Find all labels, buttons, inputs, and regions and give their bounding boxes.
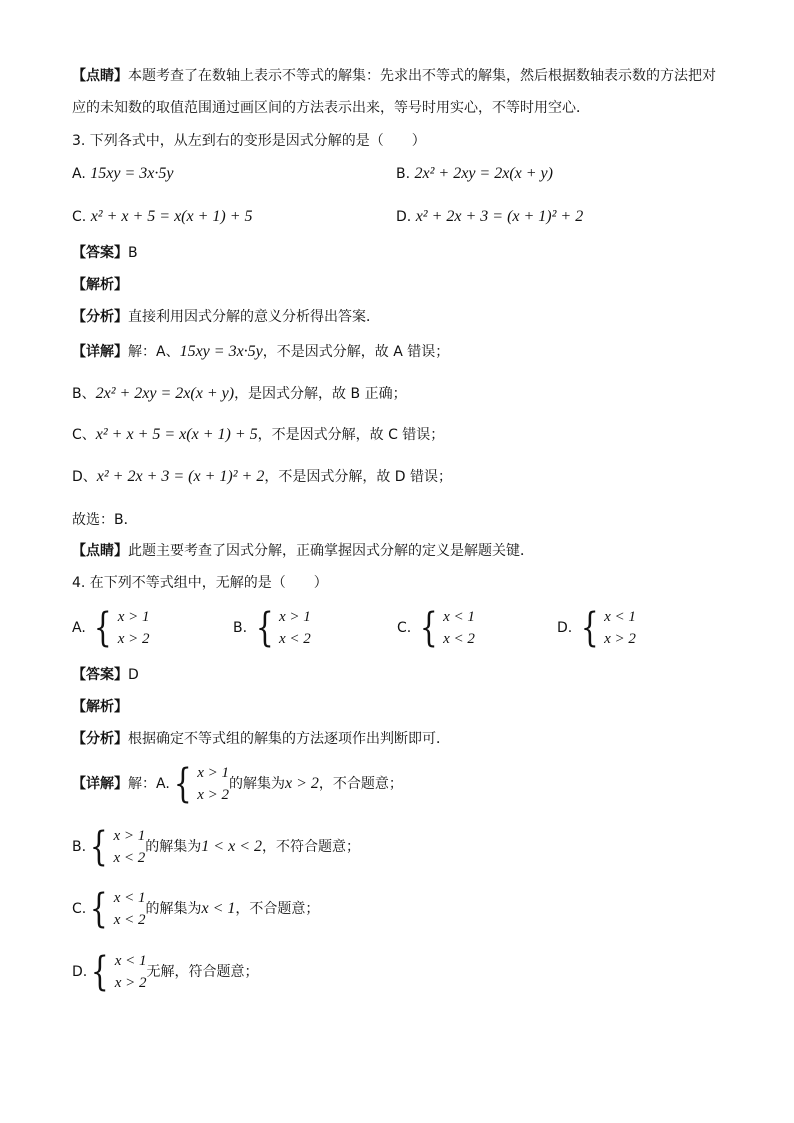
q3-detail-a (72, 342, 449, 362)
inequality-system: { x > 1 x > 2 (173, 761, 230, 807)
inequality-system: { x < 1 x > 2 (580, 605, 636, 651)
detail-prefix: D. (72, 964, 88, 980)
q3-detail-c (72, 425, 444, 445)
q3-detail-d (72, 467, 452, 487)
system-row: x > 1 (197, 765, 230, 781)
detail-prefix: 解：A、 (128, 344, 180, 360)
option-label: B. (396, 166, 411, 182)
q3-choose: 故选：B． (72, 512, 138, 528)
answer-value: D (128, 667, 139, 683)
system-row: x > 1 (113, 828, 146, 844)
detail-math: x < 1 (201, 900, 236, 917)
detail-suffix: ，不合题意； (235, 901, 320, 917)
system-row: x < 1 (113, 890, 146, 906)
option-label: C. (72, 209, 87, 225)
dianjing-text-2: 应的未知数的取值范围通过画区间的方法表示出来，等号时用实心，不等时用空心． (72, 100, 590, 116)
detail-suffix: ，是因式分解，故 B 正确； (234, 386, 407, 402)
dianjing-label: 【点睛】 (72, 68, 128, 84)
inequality-system: { x > 1 x > 2 (94, 605, 150, 651)
system-row: x < 2 (113, 850, 146, 866)
detail-math: 2x² + 2xy = 2x(x + y) (95, 385, 235, 402)
option-label: C. (397, 620, 412, 636)
fenxi-text: 直接利用因式分解的意义分析得出答案． (128, 309, 380, 325)
option-math: x² + 2x + 3 = (x + 1)² + 2 (415, 208, 584, 225)
detail-prefix: B、 (72, 386, 96, 402)
option-math: 15xy = 3x·5y (90, 165, 174, 182)
system-row: x > 1 (278, 609, 311, 625)
inequality-system: { x > 1 x < 2 (255, 605, 311, 651)
q4-answer (72, 665, 139, 685)
q4-analysis-label: 【解析】 (72, 699, 128, 715)
q4-detail-a (72, 762, 403, 806)
dianjing-text: 此题主要考查了因式分解，正确掌握因式分解的定义是解题关键． (128, 543, 534, 559)
detail-math: x² + 2x + 3 = (x + 1)² + 2 (96, 468, 265, 485)
q4-option-c (397, 606, 475, 650)
option-label: A. (72, 620, 86, 636)
inequality-system: { x < 1 x < 2 (90, 886, 146, 932)
dianjing-label: 【点睛】 (72, 543, 128, 559)
detail-label: 【详解】 (72, 344, 128, 360)
detail-prefix: C. (72, 901, 87, 917)
fenxi-label: 【分析】 (72, 731, 128, 747)
detail-math: 15xy = 3x·5y (179, 343, 263, 360)
option-label: D. (557, 620, 573, 636)
dianjing-text-1: 本题考查了在数轴上表示不等式的解集：先求出不等式的解集，然后根据数轴表示数的方法把对 (128, 68, 716, 84)
option-label: A. (72, 166, 86, 182)
detail-prefix: B. (72, 839, 87, 855)
q3-option-d (396, 207, 583, 227)
detail-prefix: C、 (72, 427, 96, 443)
q4-detail-b (72, 825, 360, 869)
inequality-system: { x > 1 x < 2 (89, 824, 146, 870)
system-row: x < 2 (278, 631, 311, 647)
q4-option-b (233, 606, 311, 650)
q4-option-a (72, 606, 149, 650)
detail-mid: 的解集为 (229, 776, 286, 792)
system-row: x > 2 (604, 631, 636, 647)
q3-answer (72, 243, 138, 263)
option-math: x² + x + 5 = x(x + 1) + 5 (90, 208, 253, 225)
answer-label: 【答案】 (72, 245, 128, 261)
system-row: x < 2 (113, 912, 146, 928)
detail-mid: 的解集为 (145, 901, 202, 917)
dianjing-line-2 (72, 98, 590, 118)
q4-detail-c (72, 887, 319, 931)
detail-mid: 的解集为 (145, 839, 202, 855)
detail-suffix: ，不符合题意； (262, 839, 360, 855)
q3-analysis-label: 【解析】 (72, 277, 128, 293)
q3-option-a (72, 164, 173, 184)
system-row: x > 1 (117, 609, 150, 625)
q3-detail-b (72, 384, 407, 404)
dianjing-line-1 (72, 66, 716, 86)
detail-suffix: 无解，符合题意； (146, 964, 259, 980)
q3-stem: 3. 下列各式中，从左到右的变形是因式分解的是（ ） (72, 133, 426, 149)
detail-suffix: ，不是因式分解，故 A 错误； (262, 344, 450, 360)
detail-math: x > 2 (285, 775, 319, 792)
inequality-system: { x < 1 x < 2 (419, 605, 475, 651)
system-row: x > 2 (114, 975, 147, 991)
system-row: x < 2 (443, 631, 475, 647)
system-row: x < 1 (114, 953, 147, 969)
option-math: 2x² + 2xy = 2x(x + y) (414, 165, 553, 182)
detail-label: 【详解】 (72, 776, 128, 792)
q3-fenxi (72, 307, 380, 327)
system-row: x > 2 (197, 787, 230, 803)
system-row: x < 1 (604, 609, 636, 625)
q4-option-d (557, 606, 636, 650)
answer-label: 【答案】 (72, 667, 128, 683)
option-label: D. (396, 209, 412, 225)
answer-value: B (128, 245, 138, 261)
q4-fenxi (72, 729, 450, 749)
inequality-system: { x < 1 x > 2 (91, 949, 147, 995)
system-row: x > 2 (117, 631, 150, 647)
system-row: x < 1 (443, 609, 475, 625)
detail-suffix: ，不是因式分解，故 D 错误； (264, 469, 453, 485)
detail-prefix: D、 (72, 469, 97, 485)
detail-prefix: 解：A. (128, 776, 170, 792)
q3-dianjing (72, 541, 534, 561)
detail-suffix: ，不合题意； (318, 776, 403, 792)
q4-detail-d (72, 950, 258, 994)
detail-math: x² + x + 5 = x(x + 1) + 5 (95, 426, 258, 443)
option-label: B. (233, 620, 248, 636)
q3-option-b (396, 164, 553, 184)
fenxi-label: 【分析】 (72, 309, 128, 325)
detail-suffix: ，不是因式分解，故 C 错误； (257, 427, 445, 443)
detail-math: 1 < x < 2 (201, 838, 262, 855)
q3-option-c (72, 207, 253, 227)
fenxi-text: 根据确定不等式组的解集的方法逐项作出判断即可． (128, 731, 450, 747)
q4-stem: 4. 在下列不等式组中，无解的是（ ） (72, 575, 328, 591)
